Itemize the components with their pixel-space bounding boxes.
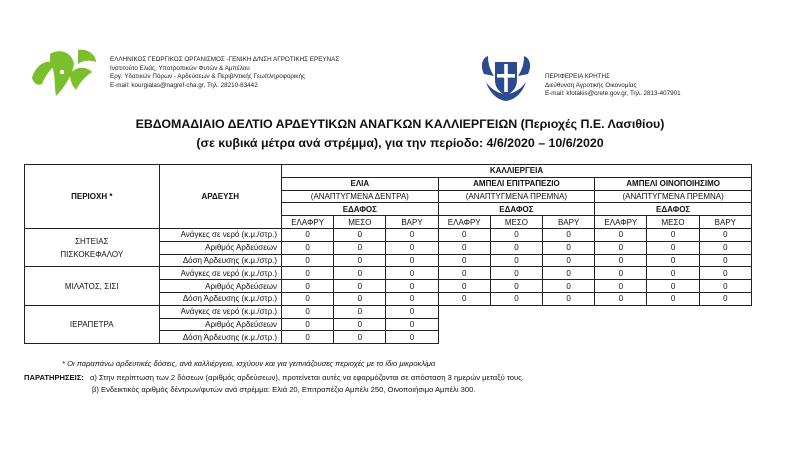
- crop-name: ΑΜΠΕΛΙ ΟΙΝΟΠΟΙΗΣΙΜΟ: [595, 177, 752, 190]
- value-cell: 0: [543, 241, 595, 254]
- value-cell: 0: [282, 280, 334, 293]
- row-label: Αριθμός Αρδεύσεων: [159, 280, 281, 293]
- irrigation-table: [24, 164, 752, 344]
- value-cell: 0: [386, 318, 438, 331]
- region-name: ΙΕΡΑΠΕΤΡΑ: [25, 305, 160, 343]
- table-row: [25, 305, 752, 318]
- value-cell: 0: [334, 292, 386, 305]
- value-cell: 0: [595, 292, 647, 305]
- value-cell: 0: [386, 331, 438, 344]
- soil-type-medium: ΜΕΣΟ: [334, 216, 386, 229]
- value-cell: 0: [595, 280, 647, 293]
- left-organization-info: [110, 56, 339, 90]
- bulletin-subtitle: (σε κυβικά μέτρα ανά στρέμμα), για την περίοδο: 4/6/2020 – 10/6/2020: [196, 136, 604, 150]
- region-name: ΣΗΤΕΙΑΣ ΠΙΣΚΟΚΕΦΑΛΟΥ: [25, 228, 160, 266]
- value-cell: 0: [543, 280, 595, 293]
- soil-type-light: ΕΛΑΦΡΥ: [282, 216, 334, 229]
- right-org-line: E-mail: kfotakis@crete.gov.gr, Τηλ. 2813-407901: [545, 90, 681, 98]
- value-cell: 0: [438, 292, 490, 305]
- left-org-line: Εργ. Υδατικών Πόρων - Αρδεύσεων & Περιβ/ντικής Γεωπληροφορικής: [110, 73, 305, 81]
- value-cell: 0: [438, 241, 490, 254]
- value-cell: 0: [334, 305, 386, 318]
- value-cell: 0: [699, 228, 751, 241]
- header-crops: ΚΑΛΛΙΕΡΓΕΙΑ: [282, 165, 752, 178]
- left-org-line: E-mail: kourgialas@nagref-cha.gr, Τηλ. 28210-83442: [110, 81, 258, 89]
- row-label: Ανάγκες σε νερό (κ.μ./στρ.): [159, 228, 281, 241]
- row-label: Δόση Άρδευσης (κ.μ./στρ.): [159, 254, 281, 267]
- soil-type-heavy: ΒΑΡΥ: [543, 216, 595, 229]
- value-cell: 0: [282, 254, 334, 267]
- row-label: Αριθμός Αρδεύσεων: [159, 241, 281, 254]
- value-cell: 0: [490, 292, 542, 305]
- left-org-line: Ινστιτούτο Ελιάς, Υποτροπικών Φυτών & Αμπέλου: [110, 64, 250, 72]
- value-cell: 0: [438, 267, 490, 280]
- crop-subtitle: (ΑΝΑΠΤΥΓΜΕΝΑ ΠΡΕΜΝΑ): [438, 190, 595, 203]
- row-label: Ανάγκες σε νερό (κ.μ./στρ.): [159, 305, 281, 318]
- value-cell: 0: [595, 228, 647, 241]
- value-cell: 0: [334, 267, 386, 280]
- value-cell: 0: [647, 267, 699, 280]
- value-cell: 0: [490, 241, 542, 254]
- value-cell: 0: [543, 267, 595, 280]
- value-cell: 0: [386, 305, 438, 318]
- right-org-line: ΠΕΡΙΦΕΡΕΙΑ ΚΡΗΤΗΣ: [545, 73, 610, 80]
- value-cell: 0: [386, 228, 438, 241]
- value-cell: 0: [282, 267, 334, 280]
- row-label: Δόση Άρδευσης (κ.μ./στρ.): [159, 292, 281, 305]
- remark-b: β) Ενδεικτικός αριθμός δέντρων/φυτών ανά στρέμμα: Ελιά 20, Επιτραπέζιο Αμπέλι 250, Οινοποιήσιμο Αμπέλι 300.: [92, 385, 476, 394]
- value-cell: 0: [490, 267, 542, 280]
- value-cell: 0: [386, 267, 438, 280]
- soil-type-light: ΕΛΑΦΡΥ: [438, 216, 490, 229]
- crop-name: ΕΛΙΑ: [282, 177, 439, 190]
- greek-emblem-icon: [478, 54, 534, 102]
- value-cell: 0: [282, 305, 334, 318]
- table-row: [25, 267, 752, 280]
- value-cell: 0: [282, 318, 334, 331]
- crop-subtitle: (ΑΝΑΠΤΥΓΜΕΝΑ ΔΕΝΤΡΑ): [282, 190, 439, 203]
- value-cell: 0: [334, 318, 386, 331]
- value-cell: 0: [334, 331, 386, 344]
- bulletin-title: ΕΒΔΟΜΑΔΙΑΙΟ ΔΕΛΤΙΟ ΑΡΔΕΥΤΙΚΩΝ ΑΝΑΓΚΩΝ ΚΑΛΛΙΕΡΓΕΙΩΝ (Περιοχές Π.Ε. Λασιθίου): [135, 117, 665, 131]
- table-row: [25, 228, 752, 241]
- value-cell: 0: [595, 241, 647, 254]
- remark-a: [24, 373, 524, 383]
- value-cell: 0: [595, 267, 647, 280]
- value-cell: 0: [543, 292, 595, 305]
- value-cell: 0: [647, 280, 699, 293]
- soil-header: ΕΔΑΦΟΣ: [595, 203, 752, 216]
- value-cell: 0: [647, 254, 699, 267]
- value-cell: 0: [438, 228, 490, 241]
- soil-header: ΕΔΑΦΟΣ: [282, 203, 439, 216]
- value-cell: 0: [386, 241, 438, 254]
- row-label: Δόση Άρδευσης (κ.μ./στρ.): [159, 331, 281, 344]
- value-cell: 0: [282, 228, 334, 241]
- value-cell: 0: [490, 254, 542, 267]
- row-label: Ανάγκες σε νερό (κ.μ./στρ.): [159, 267, 281, 280]
- remark-a-text: α) Στην περίπτωση των 2 δόσεων (αριθμός αρδεύσεων), προτείνεται αυτές να εφαρμόζονται σε απόσταση 3 ημερών μεταξύ τους.: [89, 373, 524, 382]
- value-cell: 0: [438, 254, 490, 267]
- value-cell: 0: [647, 228, 699, 241]
- value-cell: 0: [699, 241, 751, 254]
- region-name: ΜΙΛΑΤΟΣ, ΣΙΣΙ: [25, 267, 160, 305]
- right-organization-info: [545, 73, 681, 99]
- soil-type-medium: ΜΕΣΟ: [647, 216, 699, 229]
- remarks-label: ΠΑΡΑΤΗΡΗΣΕΙΣ:: [24, 373, 84, 382]
- row-label: Αριθμός Αρδεύσεων: [159, 318, 281, 331]
- value-cell: 0: [334, 228, 386, 241]
- value-cell: 0: [490, 228, 542, 241]
- soil-type-light: ΕΛΑΦΡΥ: [595, 216, 647, 229]
- value-cell: 0: [647, 292, 699, 305]
- value-cell: 0: [595, 254, 647, 267]
- value-cell: 0: [282, 241, 334, 254]
- value-cell: 0: [543, 228, 595, 241]
- header-irrigation: ΑΡΔΕΥΣΗ: [159, 165, 281, 229]
- value-cell: 0: [699, 280, 751, 293]
- value-cell: 0: [699, 292, 751, 305]
- value-cell: 0: [386, 292, 438, 305]
- value-cell: 0: [334, 280, 386, 293]
- soil-type-heavy: ΒΑΡΥ: [386, 216, 438, 229]
- value-cell: 0: [543, 254, 595, 267]
- value-cell: 0: [386, 280, 438, 293]
- crop-subtitle: (ΑΝΑΠΤΥΓΜΕΝΑ ΠΡΕΜΝΑ): [595, 190, 752, 203]
- value-cell: 0: [699, 267, 751, 280]
- value-cell: 0: [334, 241, 386, 254]
- left-org-line: ΕΛΛΗΝΙΚΟΣ ΓΕΩΡΓΙΚΟΣ ΟΡΓΑΝΙΣΜΟΣ -ΓΕΝΙΚΗ Δ/ΝΣΗ ΑΓΡΟΤΙΚΗΣ ΕΡΕΥΝΑΣ: [110, 56, 340, 63]
- value-cell: 0: [438, 280, 490, 293]
- table-header-row: [25, 165, 752, 178]
- header-area: ΠΕΡΙΟΧΗ *: [25, 165, 160, 229]
- value-cell: 0: [386, 254, 438, 267]
- soil-header: ΕΔΑΦΟΣ: [438, 203, 595, 216]
- value-cell: 0: [282, 292, 334, 305]
- value-cell: 0: [647, 241, 699, 254]
- crop-name: ΑΜΠΕΛΙ ΕΠΙΤΡΑΠΕΖΙΟ: [438, 177, 595, 190]
- value-cell: 0: [334, 254, 386, 267]
- value-cell: 0: [282, 331, 334, 344]
- elgo-logo-icon: [26, 44, 104, 104]
- value-cell: 0: [490, 280, 542, 293]
- soil-type-heavy: ΒΑΡΥ: [699, 216, 751, 229]
- value-cell: 0: [699, 254, 751, 267]
- footnote: * Οι παραπάνω αρδευτικές δόσεις, ανά καλλιέργεια, ισχύουν και για γειτνιάζουσες περιοχές με το ίδιο μικροκλίμα: [62, 359, 436, 368]
- right-org-line: Διεύθυνση Αγροτικής Οικονομίας: [545, 81, 637, 89]
- soil-type-medium: ΜΕΣΟ: [490, 216, 542, 229]
